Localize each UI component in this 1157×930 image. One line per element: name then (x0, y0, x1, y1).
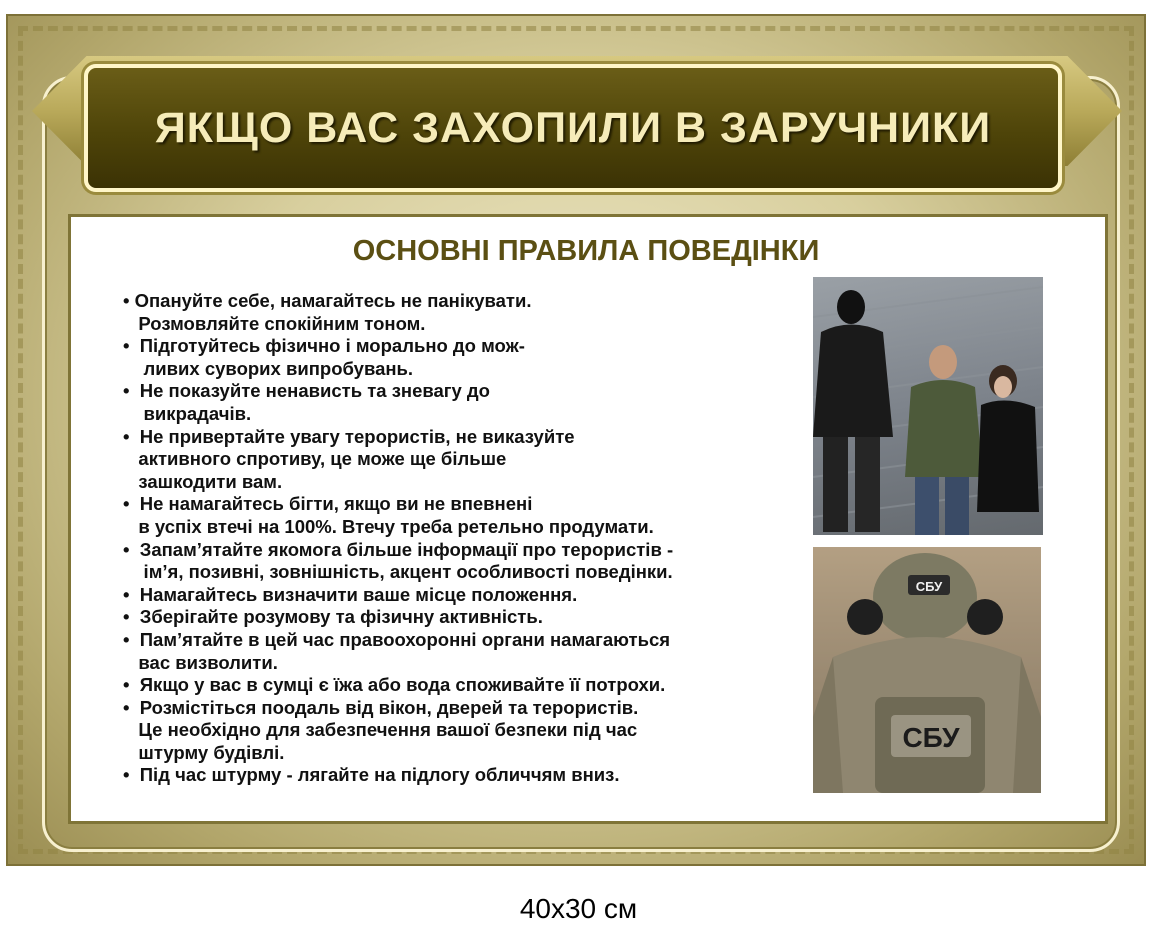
hostage-rescue-illustration (813, 277, 1043, 535)
rule-line: • Не намагайтесь бігти, якщо ви не впевнені (123, 493, 533, 515)
rule-line: • Опануйте себе, намагайтесь не панікувати. (123, 290, 532, 311)
rule-line: активного спротиву, це може ще більше (123, 448, 507, 470)
content-panel (68, 214, 1108, 824)
rule-line: штурму будівлі. (123, 741, 285, 763)
page-title: ЯКЩО ВАС ЗАХОПИЛИ В ЗАРУЧНИКИ (154, 103, 992, 152)
rule-line: • Намагайтесь визначити ваше місце положення. (123, 583, 578, 605)
rule-line: Розмовляйте спокійним тоном. (123, 312, 426, 334)
stand-board (6, 14, 1146, 866)
rule-line: вас визволити. (123, 651, 278, 673)
rule-line: Це необхідно для забезпечення вашої безпеки під час (123, 719, 638, 741)
size-caption: 40x30 см (519, 893, 638, 924)
rule-line: • Пам’ятайте в цей час правоохоронні органи намагаються (123, 628, 671, 650)
rule-line: в успіх втечі на 100%. Втечу треба ретельно продумати. (123, 515, 654, 537)
rule-line: • Розмістіться поодаль від вікон, дверей та терористів. (123, 696, 639, 718)
sbu-officer-illustration (813, 547, 1041, 793)
header-banner (84, 64, 1062, 192)
hostage-rescue-photo (813, 277, 1043, 535)
rule-line: • Підготуйтесь фізично і морально до мож- (123, 335, 525, 357)
rule-line: ливих суворих випробувань. (123, 357, 414, 379)
rule-line: • Зберігайте розумову та фізичну активність. (123, 606, 543, 628)
sbu-officer-photo (813, 547, 1041, 793)
rule-line: • Запам’ятайте якомога більше інформації про терористів - (123, 538, 674, 560)
helmet-badge-text: СБУ (915, 579, 943, 594)
rule-line: • Якщо у вас в сумці є їжа або вода споживайте її потрохи. (123, 674, 666, 696)
rules-list (123, 290, 803, 787)
panel-subtitle: ОСНОВНІ ПРАВИЛА ПОВЕДІНКИ (352, 235, 820, 267)
vest-badge-text: СБУ (902, 722, 960, 753)
rule-line: ім’я, позивні, зовнішність, акцент особливості поведінки. (123, 561, 673, 583)
rule-line: • Не показуйте ненависть та зневагу до (123, 380, 490, 402)
rule-line: • Не привертайте увагу терористів, не виказуйте (123, 425, 575, 447)
rule-line: викрадачів. (123, 402, 252, 424)
rule-line: • Під час штурму - лягайте на підлогу обличчям вниз. (123, 764, 620, 786)
rule-line: зашкодити вам. (123, 470, 283, 492)
